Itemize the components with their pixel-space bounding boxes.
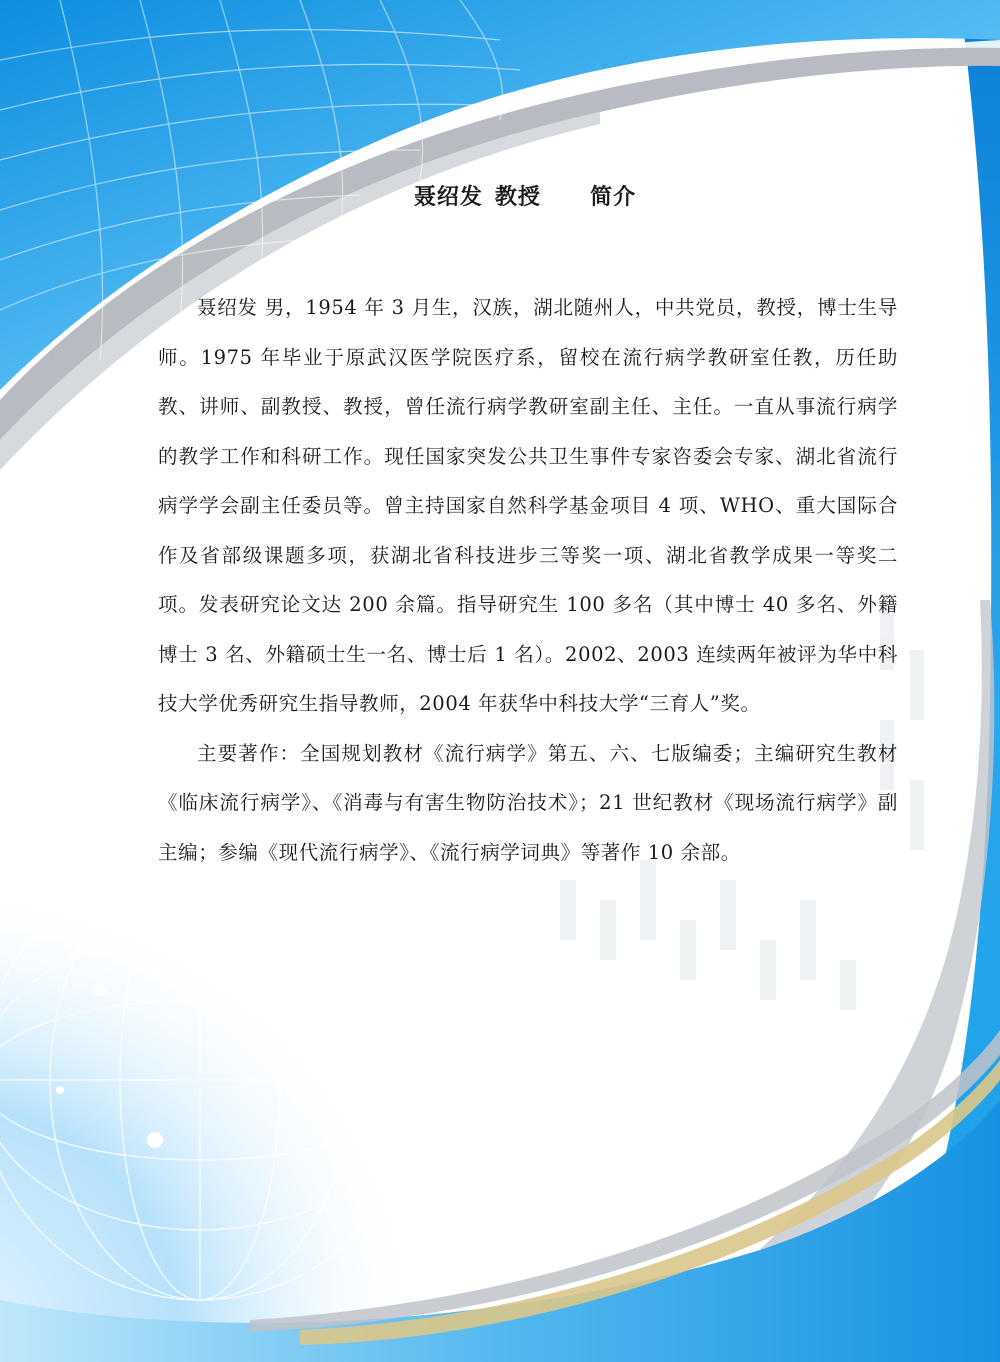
bio-body	[158, 283, 898, 877]
title-name: 聂绍发	[413, 185, 483, 210]
title-label: 简介	[590, 185, 637, 210]
bio-paragraph: 聂绍发 男，1954 年 3 月生，汉族，湖北随州人，中共党员，教授，博士生导师。1975 年毕业于原武汉医学院医疗系，留校在流行病学教研室任教，历任助教、讲师、副教授、教授，曾任流行病学教研室副主任、主任。一直从事流行病学的教学工作和科研工作。现任国家突发公共卫生事件专家咨委会专家、湖北省流行病学学会副主任委员等。曾主持国家自然科学基金项目 4 项、WHO、重大国际合作及省部级课题多项，获湖北省科技进步三等奖一项、湖北省教学成果一等奖二项。发表研究论文达 200 余篇。指导研究生 100 多名（其中博士 40 多名、外籍博士 3 名、外籍硕士生一名、博士后 1 名）。2002、2003 连续两年被评为华中科技大学优秀研究生指导教师，2004 年获华中科技大学“三育人”奖。	[158, 296, 898, 715]
title-role: 教授	[494, 185, 541, 210]
page-title	[0, 180, 1000, 211]
works-paragraph: 主要著作：全国规划教材《流行病学》第五、六、七版编委；主编研究生教材《临床流行病学》、《消毒与有害生物防治技术》；21 世纪教材《现场流行病学》副主编；参编《现代流行病学》、《流行病学词典》等著作 10 余部。	[158, 741, 898, 864]
